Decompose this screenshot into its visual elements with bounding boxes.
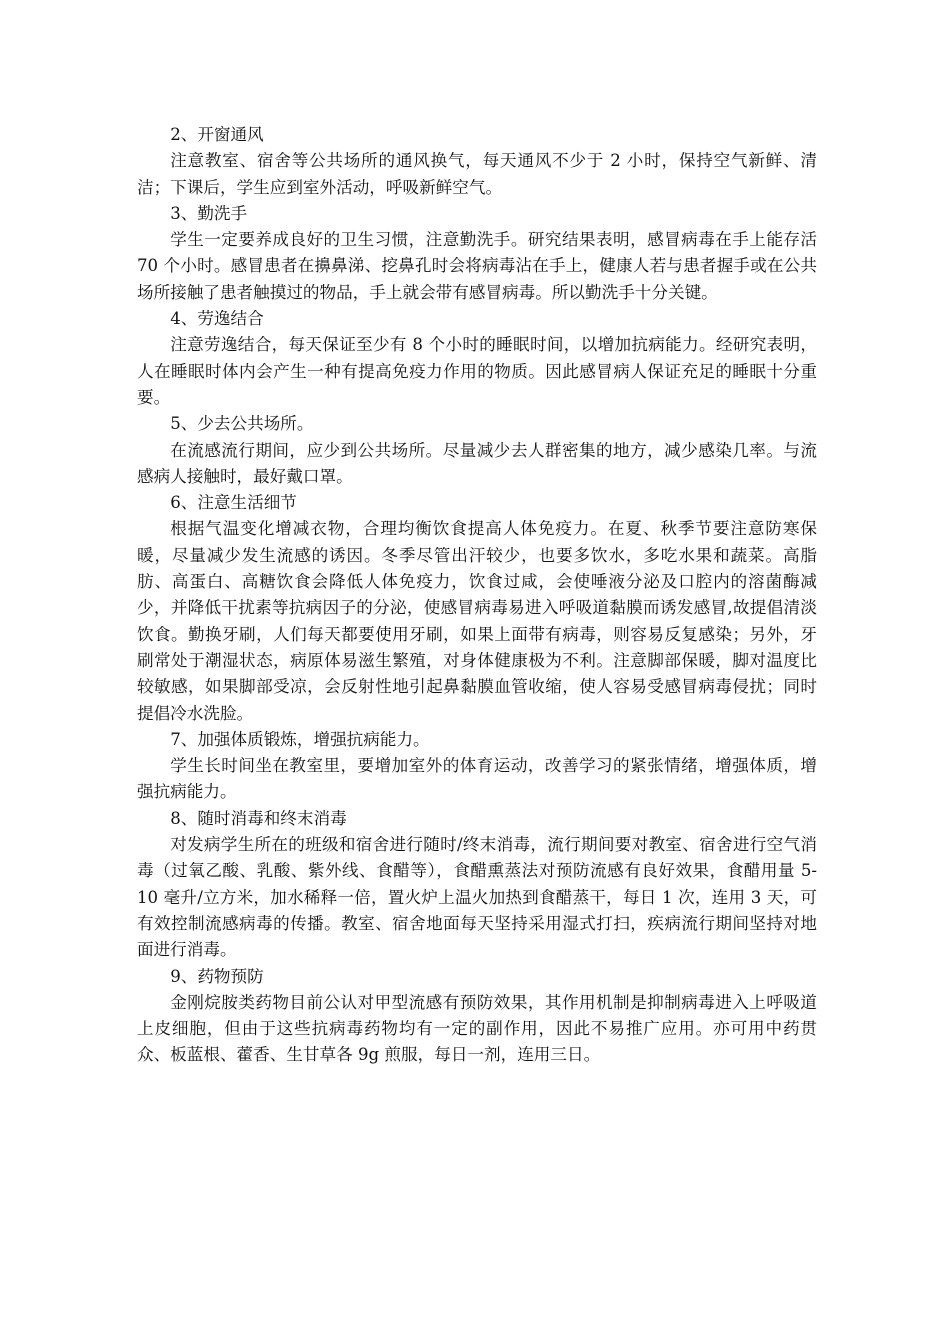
section-heading: 5、少去公共场所。 — [170, 414, 314, 434]
section-paragraph: 金刚烷胺类药物目前公认对甲型流感有预防效果，其作用机制是抑制病毒进入上呼吸道上皮细胞，但由于这些抗病毒药物均有一定的副作用，因此不易推广应用。亦可用中药贯众、板蓝根、藿香、生甘草各 9g 煎服，每日一剂，连用三日。 — [137, 992, 817, 1065]
section-heading: 8、随时消毒和终末消毒 — [170, 808, 347, 828]
section-paragraph: 学生长时间坐在教室里，要增加室外的体育运动，改善学习的紧张情绪，增强体质，增强抗病能力。 — [137, 756, 817, 802]
section-paragraph: 注意教室、宿舍等公共场所的通风换气，每天通风不少于 2 小时，保持空气新鲜、清洁；下课后，学生应到室外活动，呼吸新鲜空气。 — [137, 151, 817, 197]
section-paragraph: 学生一定要养成良好的卫生习惯，注意勤洗手。研究结果表明，感冒病毒在手上能存活 70 个小时。感冒患者在擤鼻涕、挖鼻孔时会将病毒沾在手上，健康人若与患者握手或在公共场所接触了患者触摸过的物品，手上就会带有感冒病毒。所以勤洗手十分关键。 — [137, 230, 817, 302]
section-paragraph: 在流感流行期间，应少到公共场所。尽量减少去人群密集的地方，减少感染几率。与流感病人接触时，最好戴口罩。 — [137, 440, 817, 486]
section-heading: 3、勤洗手 — [170, 203, 248, 223]
section-paragraph: 注意劳逸结合，每天保证至少有 8 个小时的睡眠时间，以增加抗病能力。经研究表明，人在睡眠时体内会产生一种有提高免疫力作用的物质。因此感冒病人保证充足的睡眠十分重要。 — [137, 335, 817, 407]
section-paragraph: 根据气温变化增减衣物，合理均衡饮食提高人体免疫力。在夏、秋季节要注意防寒保暖，尽量减少发生流感的诱因。冬季尽管出汗较少，也要多饮水，多吃水果和蔬菜。高脂肪、高蛋白、高糖饮食会降低人体免疫力，饮食过咸，会使唾液分泌及口腔内的溶菌酶减少，并降低干扰素等抗病因子的分泌，使感冒病毒易进入呼吸道黏膜而诱发感冒,故提倡清淡饮食。勤换牙刷，人们每天都要使用牙刷，如果上面带有病毒，则容易反复感染；另外，牙刷常处于潮湿状态，病原体易滋生繁殖，对身体健康极为不利。注意脚部保暖，脚对温度比较敏感，如果脚部受凉，会反射性地引起鼻黏膜血管收缩，使人容易受感冒病毒侵扰；同时提倡冷水洗脸。 — [137, 519, 817, 723]
section-heading: 4、劳逸结合 — [170, 309, 264, 329]
document-body — [137, 122, 817, 1069]
section-heading: 7、加强体质锻炼，增强抗病能力。 — [170, 729, 430, 749]
section-paragraph: 对发病学生所在的班级和宿舍进行随时/终末消毒，流行期间要对教室、宿舍进行空气消毒（过氧乙酸、乳酸、紫外线、食醋等），食醋熏蒸法对预防流感有良好效果，食醋用量 5-10 毫升/立方米，加水稀释一倍，置火炉上温火加热到食醋蒸干，每日 1 次，连用 3 天，可有效控制流感病毒的传播。教室、宿舍地面每天坚持采用湿式打扫，疾病流行期间坚持对地面进行消毒。 — [137, 835, 817, 960]
section-heading: 6、注意生活细节 — [170, 493, 297, 513]
section-heading: 9、药物预防 — [170, 966, 264, 986]
section-heading: 2、开窗通风 — [170, 125, 264, 144]
